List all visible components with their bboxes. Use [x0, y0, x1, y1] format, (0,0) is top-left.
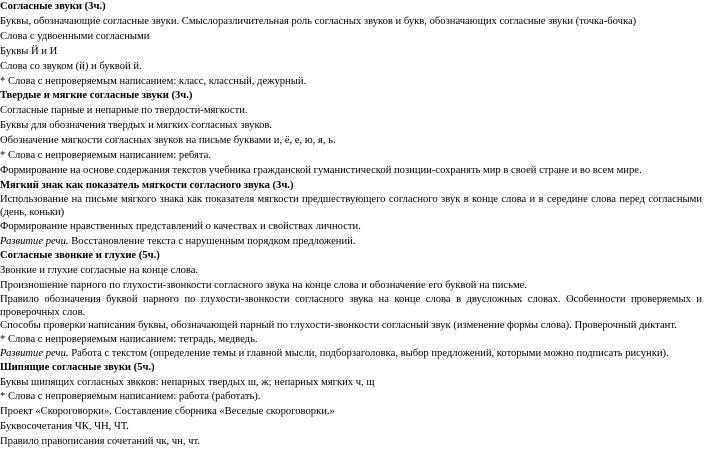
- text-line: Слова с удвоенными согласными: [0, 30, 150, 42]
- text-line: Звонкие и глухие согласные на конце слова.: [0, 265, 199, 277]
- section-heading-voiced-voiceless: Согласные звонкие и глухие (5ч.): [0, 250, 160, 262]
- text-line: Формирование нравственных представлений о качествах и свойствах личности.: [0, 220, 361, 232]
- text-line: * Слова с непроверяемым написанием: класс, классный, дежурный.: [0, 75, 307, 87]
- text-line: Произношение парного по глухости-звонкости согласного звука на конце слова и обозначение его буквой на письме.: [0, 280, 528, 292]
- text-line: Обозначение мягкости согласных звуков на письме буквами и, ё, е, ю, я, ь.: [0, 135, 336, 147]
- speech-development-text: Работа с текстом (определение темы и главной мысли, подборзаголовка, выбор предложений, которыми можно подписать рисунки).: [68, 347, 669, 359]
- speech-development-paragraph: [0, 348, 702, 361]
- text-line: Слова со звуком (й) и буквой й.: [0, 60, 142, 72]
- section-heading-hard-soft: Твердые и мягкие согласные звуки (3ч.): [0, 90, 193, 102]
- speech-development-label: Развитие речи.: [0, 235, 69, 247]
- text-line: Правило правописания сочетаний чк, чн, чт.: [0, 436, 200, 448]
- text-paragraph: Правило обозначения буквой парного по глухости-звонкости согласного звука на конце слова в двусложных словах. Особенности проверяемых и проверочных слов.: [0, 294, 702, 319]
- text-line: Буквы шипящих согласных звкков: непарных твердых ш, ж; непарных мягких ч, щ: [0, 376, 375, 388]
- speech-development-label: Развитие речи.: [0, 347, 69, 359]
- speech-development-text: Восстановление текста с нарушенным порядком предложений.: [68, 235, 356, 247]
- section-heading-consonants: Согласные звуки (3ч.): [0, 1, 106, 12]
- text-line: Буквы Й и И: [0, 45, 58, 57]
- speech-development-line: [0, 235, 702, 250]
- text-line: Формирование на основе содержания текстов учебника гражданской гуманистической позиции-сохранять мир в своей стране и во всем мире.: [0, 164, 642, 176]
- section-heading-sibilants: Шипящие согласные звуки (5ч.): [0, 361, 155, 373]
- text-line: * Слова с непроверяемым написанием: ребята.: [0, 150, 212, 162]
- text-paragraph: Способы проверки написания буквы, обозначающей парный по глухости-звонкости согласный звук (изменение формы слова). Проверочный диктант.: [0, 319, 677, 331]
- text-line: Буквосочетания ЧК, ЧН, ЧТ.: [0, 421, 129, 433]
- text-paragraph: Использование на письме мягкого знака как показателя мягкости предшествующего согласного звук в конце слова и в середине слова перед согласными (день, коньки): [0, 193, 702, 218]
- section-heading-soft-sign: Мягкий знак как показатель мягкости согласного звука (3ч.): [0, 179, 294, 191]
- text-line: Буквы для обозначения твердых и мягких согласных звуков.: [0, 120, 273, 132]
- text-line: * Слова с непроверяемым написанием: тетрадь, медведь.: [0, 333, 258, 345]
- text-line: Буквы, обозначающие согласные звуки. Смыслоразличительная роль согласных звуков и букв, обозначающих согласные звуки (точка-бочка): [0, 15, 637, 27]
- text-line: * Слова с непроверяемым написанием: работа (работать).: [0, 391, 261, 403]
- text-line: Согласные парные и непарные по твердости-мягкости.: [0, 105, 248, 117]
- text-line: Проект «Скороговорки». Составление сборника «Веселые скороговорки.»: [0, 406, 335, 418]
